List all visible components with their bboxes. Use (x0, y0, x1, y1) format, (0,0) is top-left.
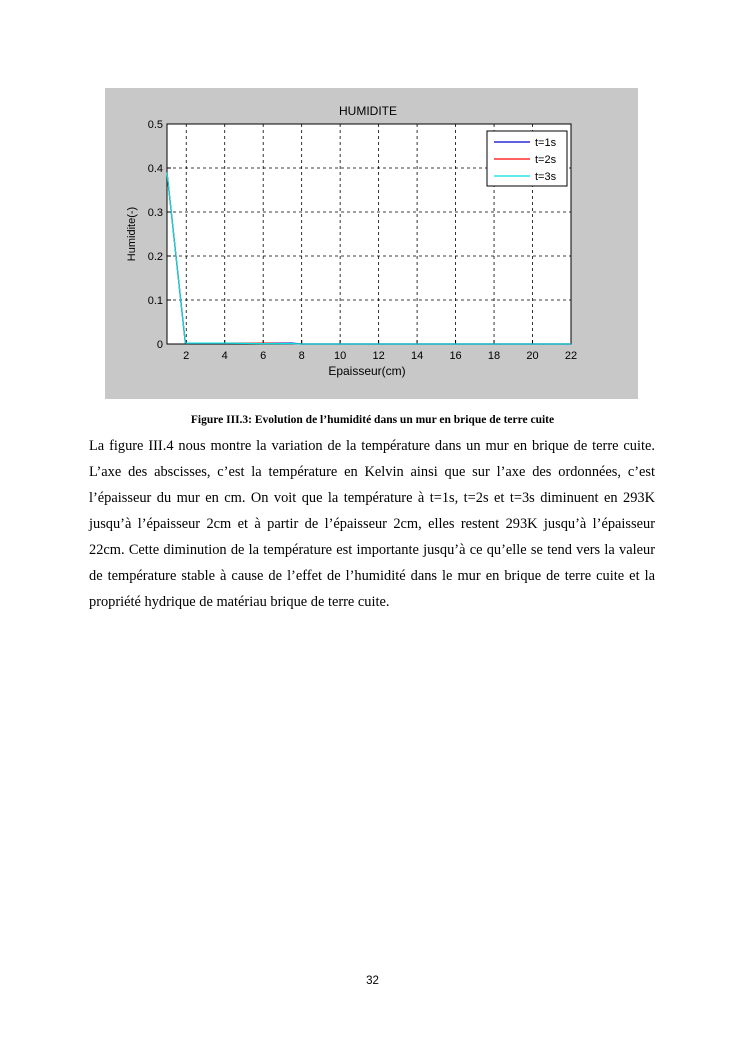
humidity-chart (105, 88, 638, 399)
page-number: 32 (366, 975, 379, 987)
x-tick-label: 10 (334, 350, 347, 362)
x-tick-label: 8 (298, 350, 305, 362)
legend-label: t=2s (535, 154, 557, 166)
x-tick-label: 18 (487, 350, 501, 362)
y-tick-label: 0 (156, 339, 163, 351)
x-tick-label: 22 (564, 350, 578, 362)
x-tick-label: 14 (410, 350, 424, 362)
y-tick-label: 0.5 (147, 119, 163, 131)
x-tick-label: 12 (372, 350, 385, 362)
figure-panel (105, 88, 638, 399)
legend-label: t=1s (535, 137, 557, 149)
legend (487, 131, 567, 186)
y-tick-label: 0.2 (147, 251, 163, 263)
body-text (89, 433, 655, 615)
x-tick-label: 20 (526, 350, 539, 362)
y-tick-label: 0.3 (147, 207, 163, 219)
y-axis-label: Humidite(-) (126, 206, 138, 262)
chart-title: HUMIDITE (339, 104, 397, 118)
x-tick-label: 2 (183, 350, 190, 362)
x-tick-label: 6 (260, 350, 267, 362)
x-tick-label: 4 (221, 350, 228, 362)
y-tick-label: 0.4 (147, 163, 163, 175)
legend-label: t=3s (535, 171, 557, 183)
body-paragraph: La figure III.4 nous montre la variation de la température dans un mur en brique de terre cuite. L’axe des abscisses, c’est la température en Kelvin ainsi que sur l’axe des ordonnées, c’est l’épaisseur du mur en cm. On voit que la température à t=1s, t=2s et t=3s diminuent en 293K jusqu’à l’épaisseur 2cm et à partir de l’épaisseur 2cm, elles restent 293K jusqu’à l’épaisseur 22cm. Cette diminution de la température est importante jusqu’à ce qu’elle se tend vers la valeur de température stable à cause de l’effet de l’humidité dans le mur en brique de terre cuite et la propriété hydrique de matériau brique de terre cuite. (89, 438, 655, 610)
x-axis-label: Epaisseur(cm) (328, 364, 406, 378)
figure-caption: Figure III.3: Evolution de l’humidité dans un mur en brique de terre cuite (190, 414, 555, 426)
y-tick-label: 0.1 (147, 295, 163, 307)
x-tick-label: 16 (449, 350, 462, 362)
